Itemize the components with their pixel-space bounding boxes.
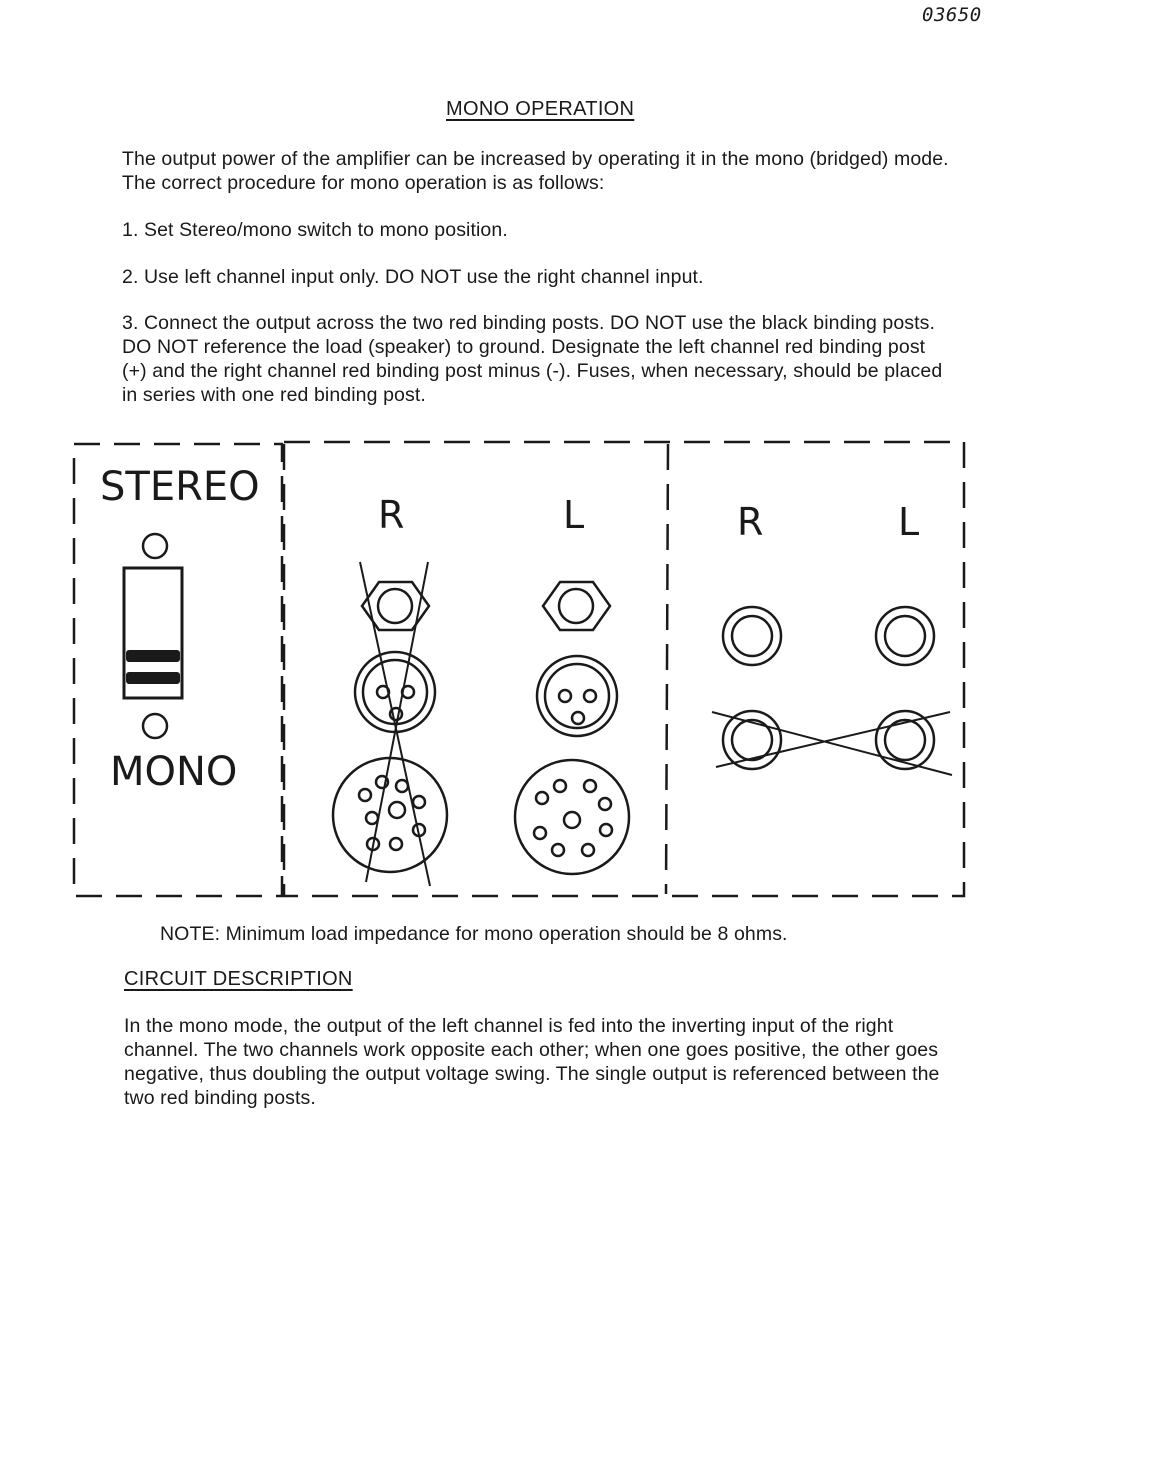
rear-panel-diagram: [60, 430, 980, 910]
switch-panel-border: [74, 444, 282, 896]
stereo-mono-switch: [124, 568, 182, 698]
intro-paragraph: The output power of the amplifier can be increased by operating it in the mono (bridged) mode. The correct procedure for mono operation is as follows:: [122, 148, 949, 194]
right-red-binding-post-icon: [723, 607, 781, 665]
circuit-description-heading: CIRCUIT DESCRIPTION: [124, 968, 353, 990]
mono-operation-heading: MONO OPERATION: [446, 98, 635, 120]
output-left-label: L: [898, 500, 920, 544]
right-din-connector-icon: [333, 758, 447, 872]
input-left-label: L: [563, 493, 585, 537]
panel-divider: [666, 444, 668, 894]
stereo-indicator-icon: [143, 534, 167, 558]
left-phone-jack-icon: [543, 582, 610, 630]
right-black-binding-post-icon: [723, 711, 781, 769]
step-2: 2. Use left channel input only. DO NOT use the right channel input.: [122, 266, 704, 288]
page-number: 03650: [922, 4, 982, 26]
left-red-binding-post-icon: [876, 607, 934, 665]
step-3: 3. Connect the output across the two red binding posts. DO NOT use the black binding posts. DO NOT reference the load (speaker) to ground. Designate the left channel red binding post (+) and the right channel red binding post minus (-). Fuses, when necessary, should be placed in series with one red binding post.: [122, 312, 943, 406]
load-impedance-note: NOTE: Minimum load impedance for mono operation should be 8 ohms.: [160, 923, 788, 945]
black-posts-crossout: [712, 712, 952, 775]
mono-indicator-icon: [143, 714, 167, 738]
output-right-label: R: [737, 500, 764, 544]
left-xlr-input-icon: [537, 656, 617, 736]
left-black-binding-post-icon: [876, 711, 934, 769]
switch-stereo-label: STEREO: [100, 464, 260, 510]
input-right-label: R: [378, 493, 405, 537]
left-din-connector-icon: [515, 760, 629, 874]
circuit-description-paragraph: In the mono mode, the output of the left channel is fed into the inverting input of the right channel. The two channels work opposite each other; when one goes positive, the other goes negative, thus doubling the output voltage swing. The single output is referenced between the two red binding posts.: [124, 1015, 940, 1109]
step-1: 1. Set Stereo/mono switch to mono position.: [122, 219, 508, 241]
switch-mono-label: MONO: [110, 749, 238, 795]
